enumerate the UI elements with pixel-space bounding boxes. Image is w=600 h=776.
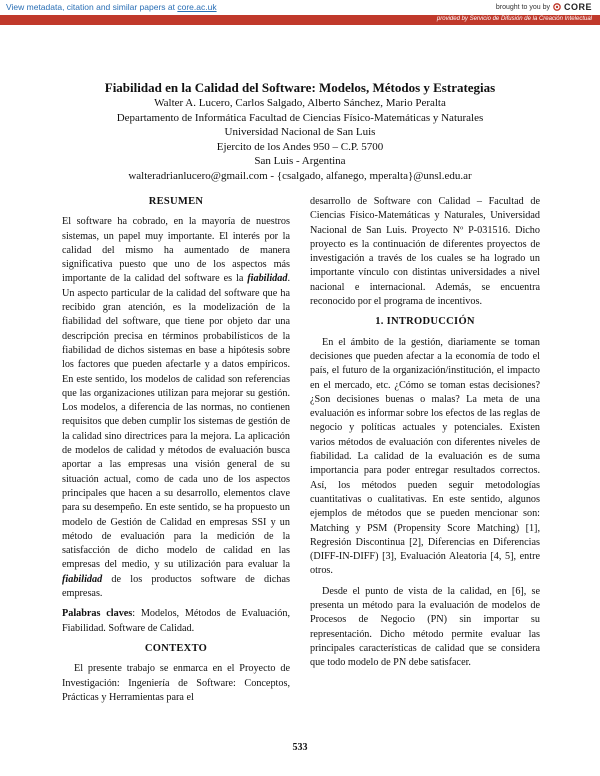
contexto-continuation: desarrollo de Software con Calidad – Facultad de Ciencias Físico-Matemáticas y Naturales, Universidad Nacional de San Luis. Proyecto Nº P-031516. Dicho proyecto es la continuación de diferentes proyectos de investigación a través de los cuales se ha logrado un importante vínculo con distintas universidades a nivel nacional e internacional. Además, se encuentra reconocido por el programa de incentivos. — [310, 196, 540, 308]
provided-by: provided by Servicio de Difusión de la Creación Intelectual — [436, 16, 592, 22]
metadata-bar — [0, 0, 600, 15]
city: San Luis - Argentina — [254, 155, 346, 167]
emails: walteradrianlucero@gmail.com - {csalgado, alfanego, mperalta}@unsl.edu.ar — [128, 169, 472, 182]
department: Departamento de Informática Facultad de Ciencias Físico-Matemáticas y Naturales — [116, 111, 484, 124]
abstract-paragraph: El software ha cobrado, en la mayoría de nuestros sistemas, un papel muy importante. El interés por la calidad del mismo ha aumentado de manera significativa puesto que uno de los aspectos más importante de la calidad del software es la fiabilidad. Un aspecto particular de la calidad del software que ha recibido gran atención, es la modelización de la fiabilidad del software, que tiene por objeto dar una descripción precisa en términos probabilísticos de la fiabilidad de dichos sistemas en base a hipótesis sobre los factores que pueden afectarle y a datos empíricos. En este sentido, los modelos de calidad son referencias que las organizaciones utilizan para mejorar su gestión. Los modelos, a diferencia de las normas, no contienen requisitos que deben cumplir los sistemas de gestión de la calidad sino directrices para la mejora. La aplicación de modelos de calidad y métodos de evaluación busca aportar a las empresas una visión general de su situación actual, como de cada uno de los aspectos principales que hacen a su desarrollo, elementos clave para su desempeño. En este sentido, se ha propuesto un modelo de Gestión de Calidad en empresas SSI y un método de evaluación para la medición de la satisfacción de dicho modelo de calidad en las empresas del medio, y su utilización para evaluar la fiabilidad de los productos software de dichas empresas. — [62, 216, 290, 600]
metadata-link-text[interactable]: View metadata, citation and similar papers at core.ac.uk — [6, 2, 217, 12]
right-column — [310, 195, 540, 671]
core-logo-icon — [553, 3, 561, 11]
keywords: Palabras claves: Modelos, Métodos de Evaluación, Fiabilidad. Software de Calidad. — [62, 608, 290, 634]
intro-paragraph-1: En el ámbito de la gestión, diariamente se toman decisiones que pueden afectar a la economía de todo el país, el futuro de la organización/institución, el impacto en el mercado, etc. ¿Cómo se toman estas decisiones? ¿Son decisiones buenas o malas? La meta de una evaluación es informar sobre los efectos de las reglas de negocio y políticas actuales y potenciales. Existen varios métodos de evaluación con diferentes niveles de fiabilidad. La calidad de la evaluación es de suma importancia para poder entregar resultados correctos. Así, los métodos pueden seguir metodologías cuantitativas o cualitativas. En este sentido, algunos ejemplos de métodos que se pueden mencionar son: Matching y PSM (Propensity Score Matching) [1], Regresión Discontinua [2], Diferencias en Diferencias (DIFF-IN-DIFF) [3], Evaluación Aleatoria [4, 5], entre otros. — [310, 336, 540, 577]
authors: Walter A. Lucero, Carlos Salgado, Alberto Sánchez, Mario Peralta — [154, 97, 446, 109]
contexto-heading: CONTEXTO — [144, 642, 208, 654]
introduccion-heading: 1. INTRODUCCIÓN — [375, 316, 475, 328]
core-link[interactable]: core.ac.uk — [177, 2, 217, 12]
brought-by[interactable]: brought to you by CORE — [495, 2, 592, 12]
resumen-heading: RESUMEN — [148, 196, 204, 207]
page-number: 533 — [292, 742, 308, 753]
university: Universidad Nacional de San Luis — [224, 126, 376, 138]
intro-paragraph-2: Desde el punto de vista de la calidad, en [6], se presenta un método para la evaluación de modelos de Procesos de Negocio (PN) sin importar su representación. Dicho método permite evaluar las principales características de calidad que se considera que todo modelo de PN debe satisfacer. — [310, 585, 540, 669]
contexto-paragraph: El presente trabajo se enmarca en el Proyecto de Investigación: Ingeniería de Software: Conceptos, Prácticas y Herramientas para el — [62, 663, 290, 703]
address: Ejercito de los Andes 950 – C.P. 5700 — [216, 140, 384, 153]
left-column — [62, 195, 290, 705]
paper-header — [40, 80, 560, 183]
provider-bar — [0, 15, 600, 25]
core-brand: CORE — [563, 2, 592, 12]
paper-title: Fiabilidad en la Calidad del Software: Modelos, Métodos y Estrategias — [104, 80, 496, 95]
